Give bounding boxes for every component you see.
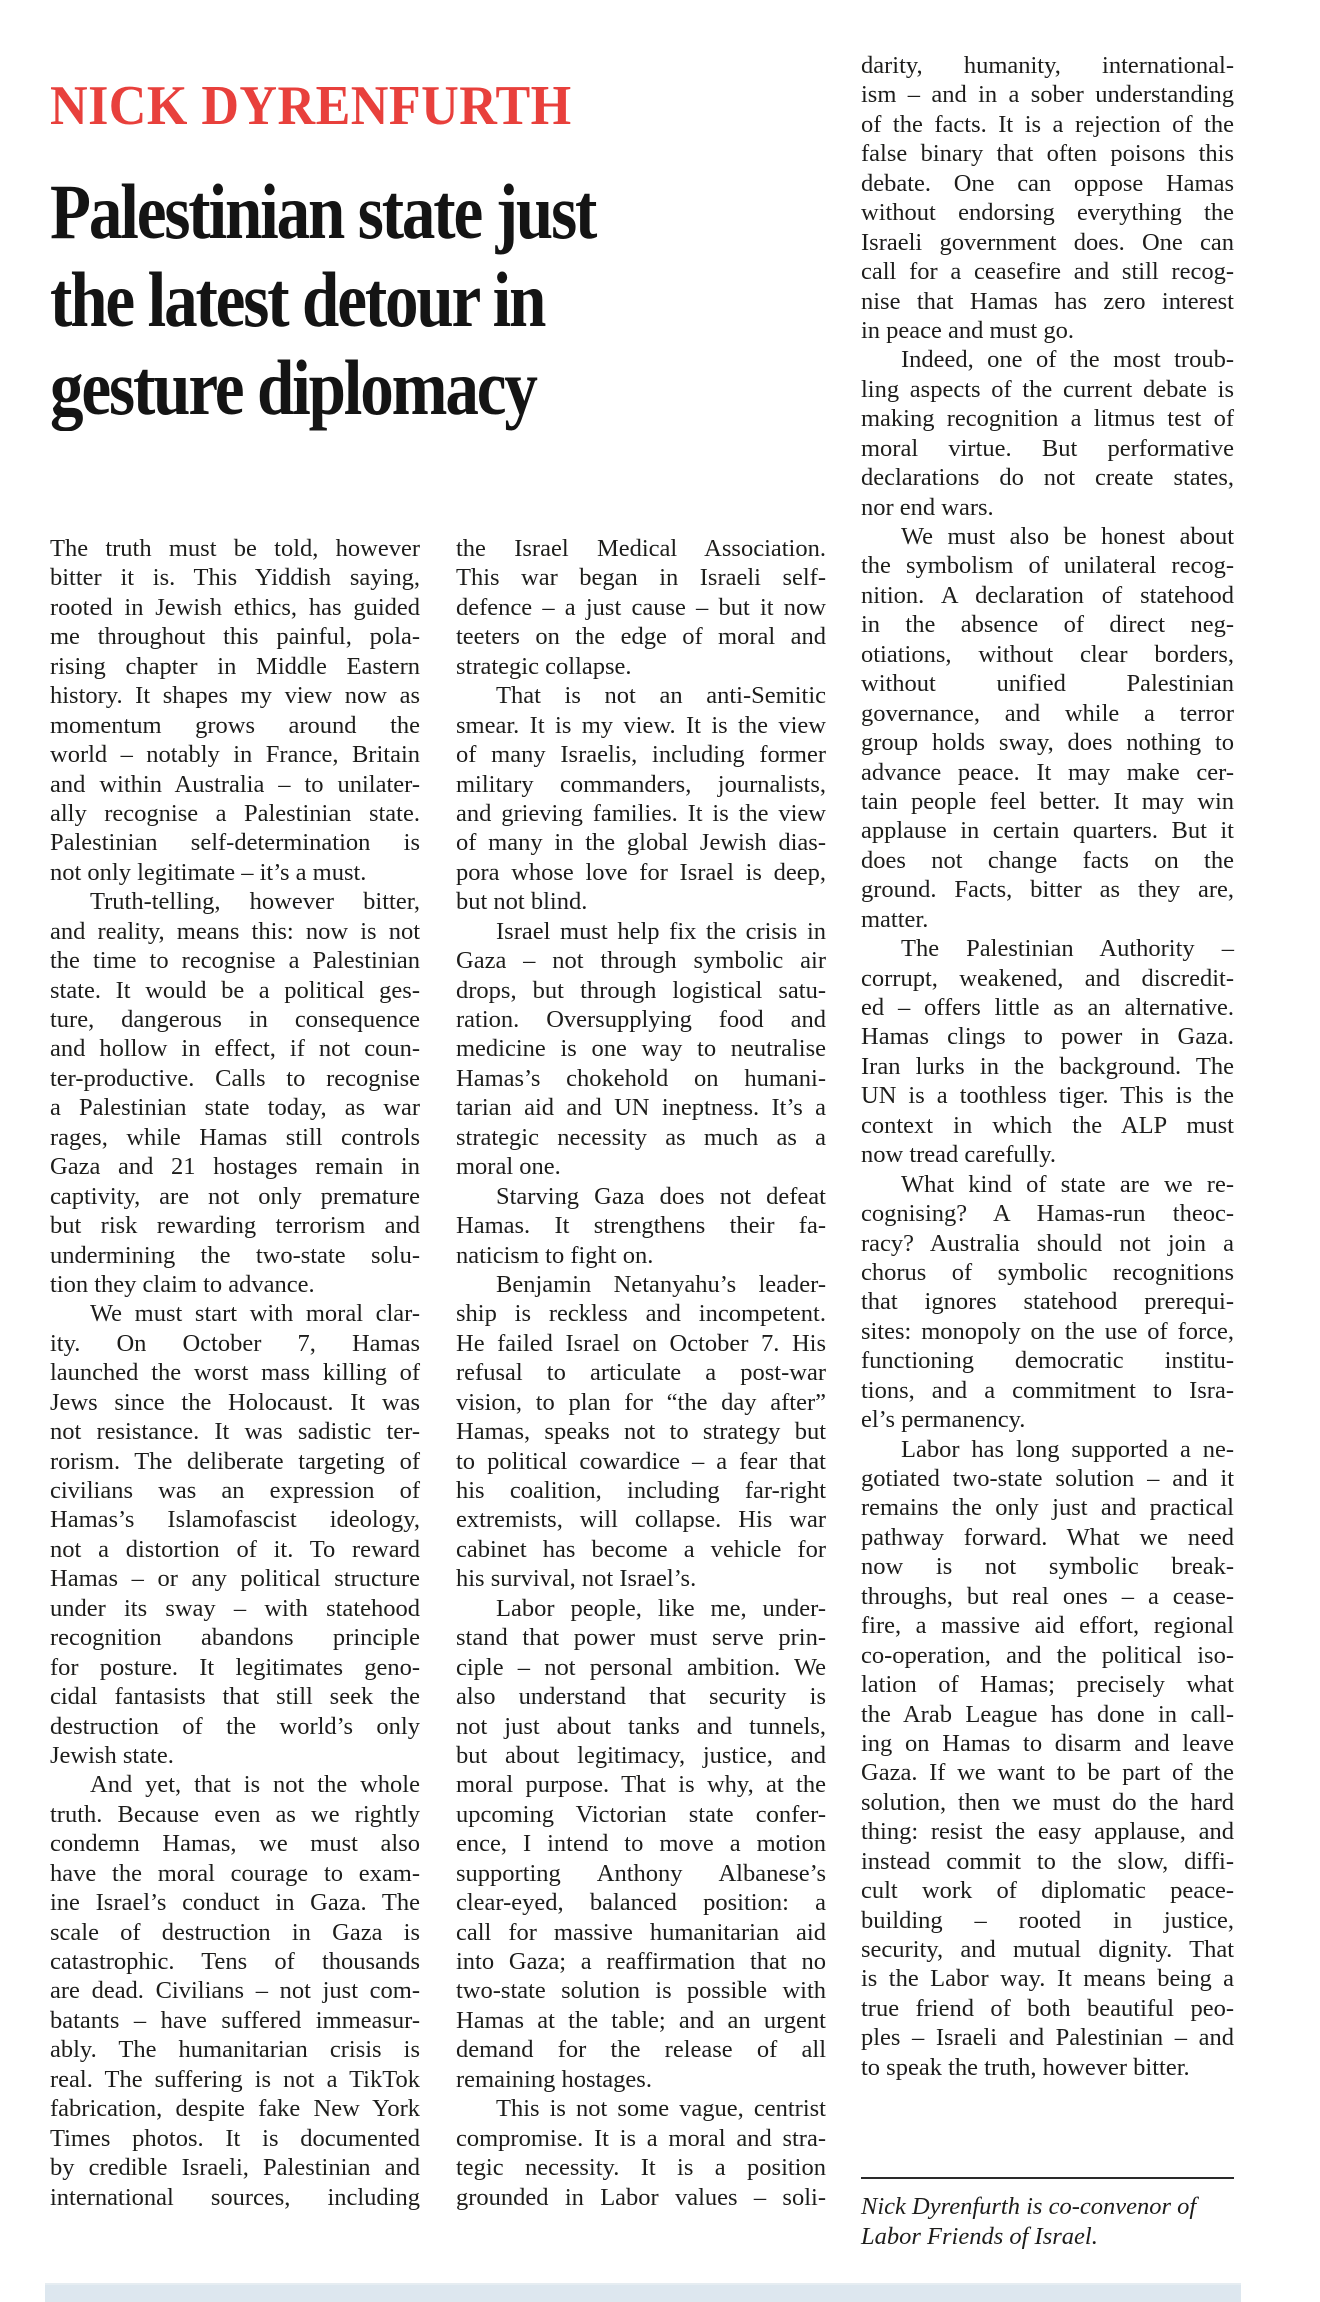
body-text-line: and hollow in effect, if not coun- (50, 1035, 420, 1063)
body-text-line: ing on Hamas to disarm and leave (861, 1729, 1234, 1757)
body-text-line: Benjamin Netanyahu’s leader- (496, 1270, 826, 1298)
body-text-line: and within Australia – to unilater- (50, 770, 420, 798)
body-text-line: state. It would be a political ges- (50, 976, 420, 1004)
body-text-line: military commanders, journalists, (456, 770, 826, 798)
body-text-line: Starving Gaza does not defeat (496, 1182, 826, 1210)
body-text-line: nition. A declaration of statehood (861, 581, 1234, 609)
body-text-line: rages, while Hamas still controls (50, 1123, 420, 1151)
body-text-line: ter-productive. Calls to recognise (50, 1064, 420, 1092)
body-text-line: moral virtue. But performative (861, 434, 1234, 462)
body-text-line: without endorsing everything the (861, 199, 1234, 227)
body-text-line: ship is reckless and incompetent. (456, 1300, 826, 1328)
body-text-line: does not change facts on the (861, 846, 1234, 874)
body-text-line: under its sway – with statehood (50, 1594, 420, 1622)
headline-line: the latest detour in (50, 256, 545, 343)
body-text-line: grounded in Labor values – soli- (456, 2183, 826, 2211)
body-text-line: the Arab League has done in call- (861, 1700, 1234, 1728)
body-text-line: compromise. It is a moral and stra- (456, 2124, 826, 2152)
body-text-line: bitter it is. This Yiddish saying, (50, 564, 420, 592)
body-text-line: Jewish state. (50, 1741, 174, 1769)
body-text-line: fabrication, despite fake New York (50, 2095, 420, 2123)
body-text-line: condemn Hamas, we must also (50, 1830, 420, 1858)
body-text-line: throughs, but real ones – a cease- (861, 1582, 1234, 1610)
body-text-line: scale of destruction in Gaza is (50, 1918, 420, 1946)
author-bio-line: Nick Dyrenfurth is co-convenor of (861, 2193, 1197, 2220)
body-text-line: ably. The humanitarian crisis is (50, 2036, 420, 2064)
body-text-line: He failed Israel on October 7. His (456, 1329, 826, 1357)
body-text-line: security, and mutual dignity. That (861, 1936, 1234, 1963)
page-footer-bar (45, 2283, 1241, 2302)
body-text-line: now is not symbolic break- (861, 1553, 1234, 1581)
body-text-line: ture, dangerous in consequence (50, 1006, 420, 1033)
body-text-line: Hamas clings to power in Gaza. (861, 1023, 1234, 1051)
body-text-line: darity, humanity, international- (861, 52, 1234, 79)
body-text-line: Times photos. It is documented (50, 2124, 420, 2152)
body-text-line: group holds sway, does nothing to (861, 729, 1234, 757)
body-text-line: his coalition, including far-right (456, 1477, 826, 1504)
headline-line: Palestinian state just (50, 168, 596, 255)
body-text-line: that ignores statehood prerequi- (861, 1288, 1234, 1316)
body-text-line: civilians was an expression of (50, 1477, 420, 1504)
body-text-line: ity. On October 7, Hamas (50, 1329, 420, 1357)
body-text-line: Israeli government does. One can (861, 228, 1234, 256)
body-text-line: without unified Palestinian (861, 670, 1234, 698)
body-text-line: Hamas at the table; and an urgent (456, 2006, 826, 2034)
body-text-line: not a distortion of it. To reward (50, 1535, 420, 1563)
body-text-line: Hamas – or any political structure (50, 1565, 420, 1593)
body-text-line: cognising? A Hamas-run theoc- (861, 1200, 1234, 1228)
body-text-line: to political cowardice – a fear that (456, 1447, 826, 1475)
body-text-line: history. It shapes my view now as (50, 682, 420, 710)
body-text-line: defence – a just cause – but it now (456, 593, 826, 621)
body-text-line: The truth must be told, however (50, 535, 420, 562)
body-text-line: nor end wars. (861, 493, 994, 521)
body-text-line: captivity, are not only premature (50, 1182, 420, 1210)
body-text-line: cabinet has become a vehicle for (456, 1535, 826, 1563)
body-text-line: ciple – not personal ambition. We (456, 1653, 826, 1681)
body-text-line: Indeed, one of the most troub- (901, 346, 1234, 374)
body-text-line: Palestinian self-determination is (50, 829, 420, 857)
body-text-line: and grieving families. It is the view (456, 799, 826, 827)
body-text-line: racy? Australia should not join a (861, 1229, 1234, 1257)
body-text-line: recognition abandons principle (50, 1624, 420, 1652)
body-text-line: have the moral courage to exam- (50, 1859, 420, 1887)
body-text-line: remains the only just and practical (861, 1494, 1234, 1522)
body-text-line: strategic collapse. (456, 652, 632, 680)
body-text-line: thing: resist the easy applause, and (861, 1818, 1234, 1846)
body-text-line: but about legitimacy, justice, and (456, 1741, 826, 1769)
body-text-line: in peace and must go. (861, 316, 1074, 344)
body-text-line: tions, and a commitment to Isra- (861, 1376, 1234, 1404)
body-text-line: That is not an anti-Semitic (496, 682, 826, 710)
body-text-line: rooted in Jewish ethics, has guided (50, 593, 420, 621)
headline (50, 168, 824, 432)
body-text-line: in the absence of direct neg- (861, 611, 1234, 639)
body-text-line: demand for the release of all (456, 2036, 826, 2064)
body-text-line: supporting Anthony Albanese’s (456, 1859, 826, 1887)
body-text-line: pathway forward. What we need (861, 1523, 1234, 1551)
body-text-line: Gaza. If we want to be part of the (861, 1759, 1234, 1787)
body-text-line: Iran lurks in the background. The (861, 1052, 1234, 1080)
body-text-line: advance peace. It may make cer- (861, 758, 1234, 786)
body-text-line: ration. Oversupplying food and (456, 1006, 826, 1033)
body-text-line: his survival, not Israel’s. (456, 1565, 697, 1593)
body-column-2 (456, 534, 826, 2212)
body-text-line: the symbolism of unilateral recog- (861, 552, 1234, 580)
body-text-line: a Palestinian state today, as war (50, 1094, 420, 1122)
bio-divider (861, 2177, 1234, 2179)
body-text-line: world – notably in France, Britain (50, 741, 420, 769)
body-text-line: ine Israel’s conduct in Gaza. The (50, 1889, 420, 1917)
body-text-line: context in which the ALP must (861, 1111, 1234, 1139)
author-byline: NICK DYRENFURTH (50, 75, 572, 137)
body-text-line: Hamas. It strengthens their fa- (456, 1212, 826, 1240)
body-column-3 (861, 51, 1234, 2082)
body-text-line: This is not some vague, centrist (496, 2095, 826, 2123)
body-text-line: destruction of the world’s only (50, 1712, 420, 1740)
body-text-line: also understand that security is (456, 1683, 826, 1711)
body-text-line: of many Israelis, including former (456, 741, 826, 769)
author-bio-line: Labor Friends of Israel. (861, 2222, 1098, 2250)
body-text-line: Labor has long supported a ne- (901, 1435, 1234, 1463)
body-text-line: moral purpose. That is why, at the (456, 1771, 826, 1799)
body-text-line: not resistance. It was sadistic ter- (50, 1418, 420, 1446)
body-text-line: ground. Facts, bitter as they are, (861, 876, 1234, 904)
body-text-line: rising chapter in Middle Eastern (50, 652, 420, 680)
body-text-line: declarations do not create states, (861, 464, 1234, 492)
body-text-line: lation of Hamas; precisely what (861, 1671, 1234, 1699)
body-text-line: vision, to plan for “the day after” (456, 1388, 826, 1416)
body-text-line: but risk rewarding terrorism and (50, 1212, 420, 1240)
body-text-line: call for massive humanitarian aid (456, 1918, 826, 1946)
body-text-line: strategic necessity as much as a (456, 1123, 826, 1151)
body-text-line: Truth-telling, however bitter, (90, 888, 420, 916)
body-text-line: are dead. Civilians – not just com- (50, 1977, 420, 2005)
body-text-line: tarian aid and UN ineptness. It’s a (456, 1094, 826, 1122)
body-text-line: Gaza and 21 hostages remain in (50, 1153, 420, 1181)
body-text-line: tain people feel better. It may win (861, 787, 1234, 815)
body-text-line: This war began in Israeli self- (456, 564, 826, 592)
body-text-line: sites: monopoly on the use of force, (861, 1317, 1234, 1345)
body-text-line: by credible Israeli, Palestinian and (50, 2154, 420, 2182)
body-text-line: Jews since the Holocaust. It was (50, 1388, 420, 1416)
body-text-line: now tread carefully. (861, 1141, 1056, 1169)
body-text-line: Hamas’s Islamofascist ideology, (50, 1506, 420, 1534)
body-text-line: Hamas, speaks not to strategy but (456, 1418, 826, 1446)
body-column-1 (50, 534, 420, 2212)
body-text-line: undermining the two-state solu- (50, 1241, 420, 1269)
body-text-line: the Israel Medical Association. (456, 535, 826, 562)
body-text-line: two-state solution is possible with (456, 1977, 826, 2005)
body-text-line: moral one. (456, 1153, 561, 1181)
body-text-line: rorism. The deliberate targeting of (50, 1447, 420, 1475)
body-text-line: batants – have suffered immeasur- (50, 2006, 420, 2034)
body-text-line: cidal fantasists that still seek the (50, 1683, 420, 1711)
body-text-line: And yet, that is not the whole (90, 1771, 420, 1799)
body-text-line: otiations, without clear borders, (861, 640, 1234, 668)
body-text-line: gotiated two-state solution – and it (861, 1465, 1234, 1492)
body-text-line: chorus of symbolic recognitions (861, 1258, 1234, 1286)
body-text-line: UN is a toothless tiger. This is the (861, 1082, 1234, 1110)
body-text-line: functioning democratic institu- (861, 1347, 1234, 1375)
body-text-line: ence, I intend to move a motion (456, 1830, 826, 1858)
body-text-line: extremists, will collapse. His war (456, 1506, 826, 1534)
body-text-line: pora whose love for Israel is deep, (456, 858, 826, 886)
body-text-line: and reality, means this: now is not (50, 917, 420, 945)
body-text-line: international sources, including (50, 2183, 420, 2211)
body-text-line: not only legitimate – it’s a must. (50, 858, 367, 886)
body-text-line: ism – and in a sober understanding (861, 81, 1234, 109)
body-text-line: debate. One can oppose Hamas (861, 169, 1234, 197)
body-text-line: momentum grows around the (50, 711, 420, 739)
body-text-line: drops, but through logistical satu- (456, 976, 826, 1004)
body-text-line: The Palestinian Authority – (901, 935, 1234, 963)
body-text-line: call for a ceasefire and still recog- (861, 258, 1234, 286)
body-text-line: launched the worst mass killing of (50, 1359, 420, 1387)
body-text-line: false binary that often poisons this (861, 140, 1234, 168)
body-text-line: governance, and while a terror (861, 699, 1234, 727)
body-text-line: me throughout this painful, pola- (50, 623, 420, 651)
body-text-line: into Gaza; a reaffirmation that no (456, 1948, 826, 1975)
body-text-line: smear. It is my view. It is the view (456, 711, 826, 739)
body-text-line: ally recognise a Palestinian state. (50, 799, 420, 827)
body-text-line: nise that Hamas has zero interest (861, 287, 1234, 315)
body-text-line: for posture. It legitimates geno- (50, 1653, 420, 1681)
body-text-line: Israel must help fix the crisis in (496, 917, 826, 945)
body-text-line: naticism to fight on. (456, 1241, 654, 1269)
body-text-line: fire, a massive aid effort, regional (861, 1612, 1234, 1640)
body-text-line: true friend of both beautiful peo- (861, 1994, 1234, 2022)
body-text-line: catastrophic. Tens of thousands (50, 1948, 420, 1975)
body-text-line: corrupt, weakened, and discredit- (861, 964, 1234, 992)
body-text-line: truth. Because even as we rightly (50, 1800, 420, 1828)
body-text-line: We must also be honest about (901, 523, 1234, 550)
body-text-line: refusal to articulate a post-war (456, 1359, 826, 1387)
body-text-line: of the facts. It is a rejection of the (861, 110, 1234, 138)
body-text-line: not just about tanks and tunnels, (456, 1712, 826, 1740)
body-text-line: medicine is one way to neutralise (456, 1035, 826, 1063)
body-text-line: tion they claim to advance. (50, 1270, 315, 1298)
body-text-line: instead commit to the slow, diffi- (861, 1847, 1234, 1875)
body-text-line: matter. (861, 905, 929, 933)
body-text-line: applause in certain quarters. But it (861, 817, 1234, 845)
body-text-line: clear-eyed, balanced position: a (456, 1889, 826, 1917)
body-text-line: real. The suffering is not a TikTok (50, 2065, 420, 2093)
body-text-line: solution, then we must do the hard (861, 1788, 1234, 1816)
body-text-line: stand that power must serve prin- (456, 1624, 826, 1652)
body-text-line: el’s permanency. (861, 1406, 1026, 1434)
body-text-line: building – rooted in justice, (861, 1906, 1234, 1934)
body-text-line: but not blind. (456, 888, 588, 916)
body-text-line: cult work of diplomatic peace- (861, 1877, 1234, 1905)
body-text-line: Hamas’s chokehold on humani- (456, 1064, 826, 1092)
body-text-line: the time to recognise a Palestinian (50, 947, 420, 975)
body-text-line: upcoming Victorian state confer- (456, 1800, 826, 1828)
body-text-line: Gaza – not through symbolic air (456, 947, 826, 975)
author-bio (861, 2192, 1241, 2251)
body-text-line: co-operation, and the political iso- (861, 1641, 1234, 1669)
body-text-line: of many in the global Jewish dias- (456, 829, 826, 857)
body-text-line: We must start with moral clar- (90, 1300, 420, 1328)
body-text-line: making recognition a litmus test of (861, 405, 1234, 433)
body-text-line: ed – offers little as an alternative. (861, 994, 1234, 1021)
body-text-line: remaining hostages. (456, 2065, 652, 2093)
body-text-line: to speak the truth, however bitter. (861, 2053, 1190, 2081)
body-text-line: ples – Israeli and Palestinian – and (861, 2024, 1234, 2052)
body-text-line: What kind of state are we re- (901, 1170, 1234, 1198)
headline-line: gesture diplomacy (50, 344, 536, 431)
body-text-line: is the Labor way. It means being a (861, 1965, 1234, 1993)
body-text-line: Labor people, like me, under- (496, 1594, 826, 1622)
body-text-line: teeters on the edge of moral and (456, 623, 826, 651)
body-text-line: ling aspects of the current debate is (861, 375, 1234, 403)
body-text-line: tegic necessity. It is a position (456, 2154, 826, 2182)
